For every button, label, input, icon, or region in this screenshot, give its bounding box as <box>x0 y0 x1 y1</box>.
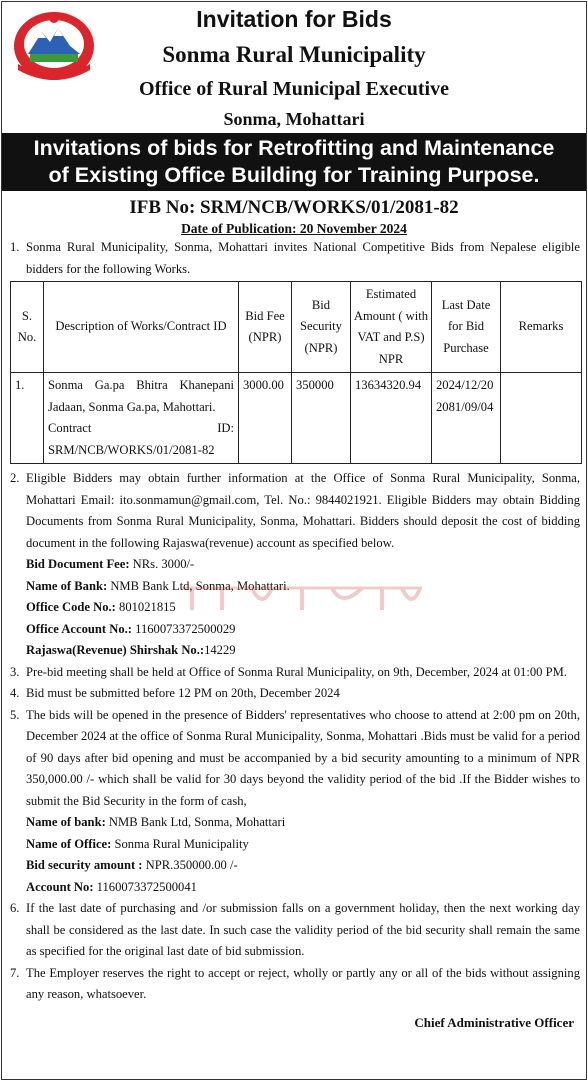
bid-banner <box>2 133 586 191</box>
cell-description-contract: Contract ID: SRM/NCB/WORKS/01/2081-82 <box>48 421 234 457</box>
ifb-number: IFB No: SRM/NCB/WORKS/01/2081-82 <box>129 197 459 218</box>
item-number: 5. <box>10 707 20 722</box>
bank-name: Name of Bank: NMB Bank Ltd, Sonma, Mohattari. <box>26 578 290 593</box>
revenue-shirshak: Rajaswa(Revenue) Shirshak No.:14229 <box>26 643 236 657</box>
item-text: Eligible Bidders may obtain further information at the Office of Sonma Rural Municipality, Sonma, Mohattari Email: ito.sonmamun@gmail.com, Tel. No.: 9844021921. Eligible Bidders may obtain Bidding Documents from Sonma Rural Municipality, Sonma, Mohattari. Bidders should deposit the cost of bidding document in the following Rajaswa(revenue) account as specified below. <box>26 471 580 550</box>
cell-bid-fee: 3000.00 <box>239 373 292 464</box>
publication-date: Date of Publication: 20 November 2024 <box>181 221 407 236</box>
notice-item-4 <box>10 683 580 705</box>
cell-last-date-ad: 2024/12/20 <box>436 378 494 392</box>
col-header-bid-security: Bid Security (NPR) <box>292 282 351 373</box>
cell-description-work: Sonma Ga.pa Bhitra Khanepani Jadaan, Sonma Ga.pa, Mahottari. <box>48 378 234 414</box>
notice-body <box>2 237 586 1033</box>
notice-item-6 <box>10 898 580 963</box>
notice-item-3 <box>10 662 580 684</box>
office-location: Sonma, Mohattari <box>223 109 365 129</box>
item-text: Pre-bid meeting shall be held at Office of Sonma Rural Municipality, on 9th, December, 2024 at 01:00 PM. <box>26 664 567 679</box>
col-header-remarks: Remarks <box>501 282 582 373</box>
office-code: Office Code No.: 801021815 <box>26 600 176 614</box>
banner-line-1: Invitations of bids for Retrofitting and Maintenance <box>33 136 555 160</box>
item-text: Sonma Rural Municipality, Sonma, Mohattari invites National Competitive Bids from Nepalese eligible bidders for the following Works. <box>26 240 580 276</box>
col-header-last-date: Last Date for Bid Purchase <box>432 282 501 373</box>
notice-item-7 <box>10 963 580 1006</box>
notice-header <box>2 2 586 133</box>
col-header-description: Description of Works/Contract ID <box>44 282 239 373</box>
notice-title: Invitation for Bids <box>196 6 392 32</box>
item-number: 2. <box>10 471 20 485</box>
fee-details <box>10 554 580 662</box>
item-number: 7. <box>10 965 20 980</box>
item-number: 3. <box>10 664 20 679</box>
bid-document-fee: Bid Document Fee: NRs. 3000/- <box>26 557 195 571</box>
cash-office-name: Name of Office: Sonma Rural Municipality <box>26 836 249 851</box>
notice-item-5 <box>10 705 580 813</box>
notice-item-2 <box>10 468 580 554</box>
item-text: The Employer reserves the right to accept or reject, wholly or partly any or all of the bids without assigning any reason, whatsoever. <box>26 965 580 1001</box>
table-header-row <box>11 282 582 373</box>
cell-estimated-amount: 13634320.94 <box>351 373 432 464</box>
cell-bid-security: 350000 <box>292 373 351 464</box>
col-header-bid-fee: Bid Fee (NPR) <box>239 282 292 373</box>
office-name: Office of Rural Municipal Executive <box>139 78 449 100</box>
notice-page <box>1 1 587 1080</box>
cell-last-date-bs: 2081/09/04 <box>436 399 494 414</box>
cell-sno: 1. <box>11 373 44 464</box>
office-account: Office Account No.: 1160073372500029 <box>26 621 236 636</box>
item-number: 6. <box>10 901 20 915</box>
item-number: 1. <box>10 240 20 254</box>
bid-security-amount: Bid security amount : NPR.350000.00 /- <box>26 858 238 872</box>
item-text: Bid must be submitted before 12 PM on 20th, December 2024 <box>26 686 340 700</box>
item-text: If the last date of purchasing and /or submission falls on a government holiday, then the next working day shall be considered as the last date. In such case the validity period of the bid security shall remain the same as specified for the original last date of bid submission. <box>26 901 580 958</box>
item-number: 4. <box>10 686 20 700</box>
cash-bank-name: Name of bank: NMB Bank Ltd, Sonma, Mohattari <box>26 815 286 829</box>
signature-title: Chief Administrative Officer <box>414 1014 574 1030</box>
cell-last-date <box>432 373 501 464</box>
banner-line-2: of Existing Office Building for Training Purpose. <box>48 163 540 187</box>
cash-security-details <box>10 812 580 898</box>
table-row <box>11 373 582 464</box>
cell-remarks <box>501 373 582 464</box>
municipality-name: Sonma Rural Municipality <box>162 42 426 67</box>
cash-account-number: Account No: 1160073372500041 <box>26 879 197 894</box>
item-text: The bids will be opened in the presence of Bidders' representatives who choose to attend at 2:00 pm on 20th, December 2024 at the office of Sonma Rural Municipality, Sonma, Mohattari .Bids must be valid for a period of 90 days after bid opening and must be accompanied by a bid security amounting to a minimum of NPR 350,000.00 /- which shall be valid for 30 days beyond the validity period of the bid .If the Bidder wishes to submit the Bid Security in the form of cash, <box>26 707 580 808</box>
works-table <box>10 281 582 464</box>
cell-description <box>44 373 239 464</box>
notice-item-1 <box>10 237 580 280</box>
col-header-estimated-amount: Estimated Amount ( with VAT and P.S) NPR <box>351 282 432 373</box>
col-header-sno: S. No. <box>11 282 44 373</box>
